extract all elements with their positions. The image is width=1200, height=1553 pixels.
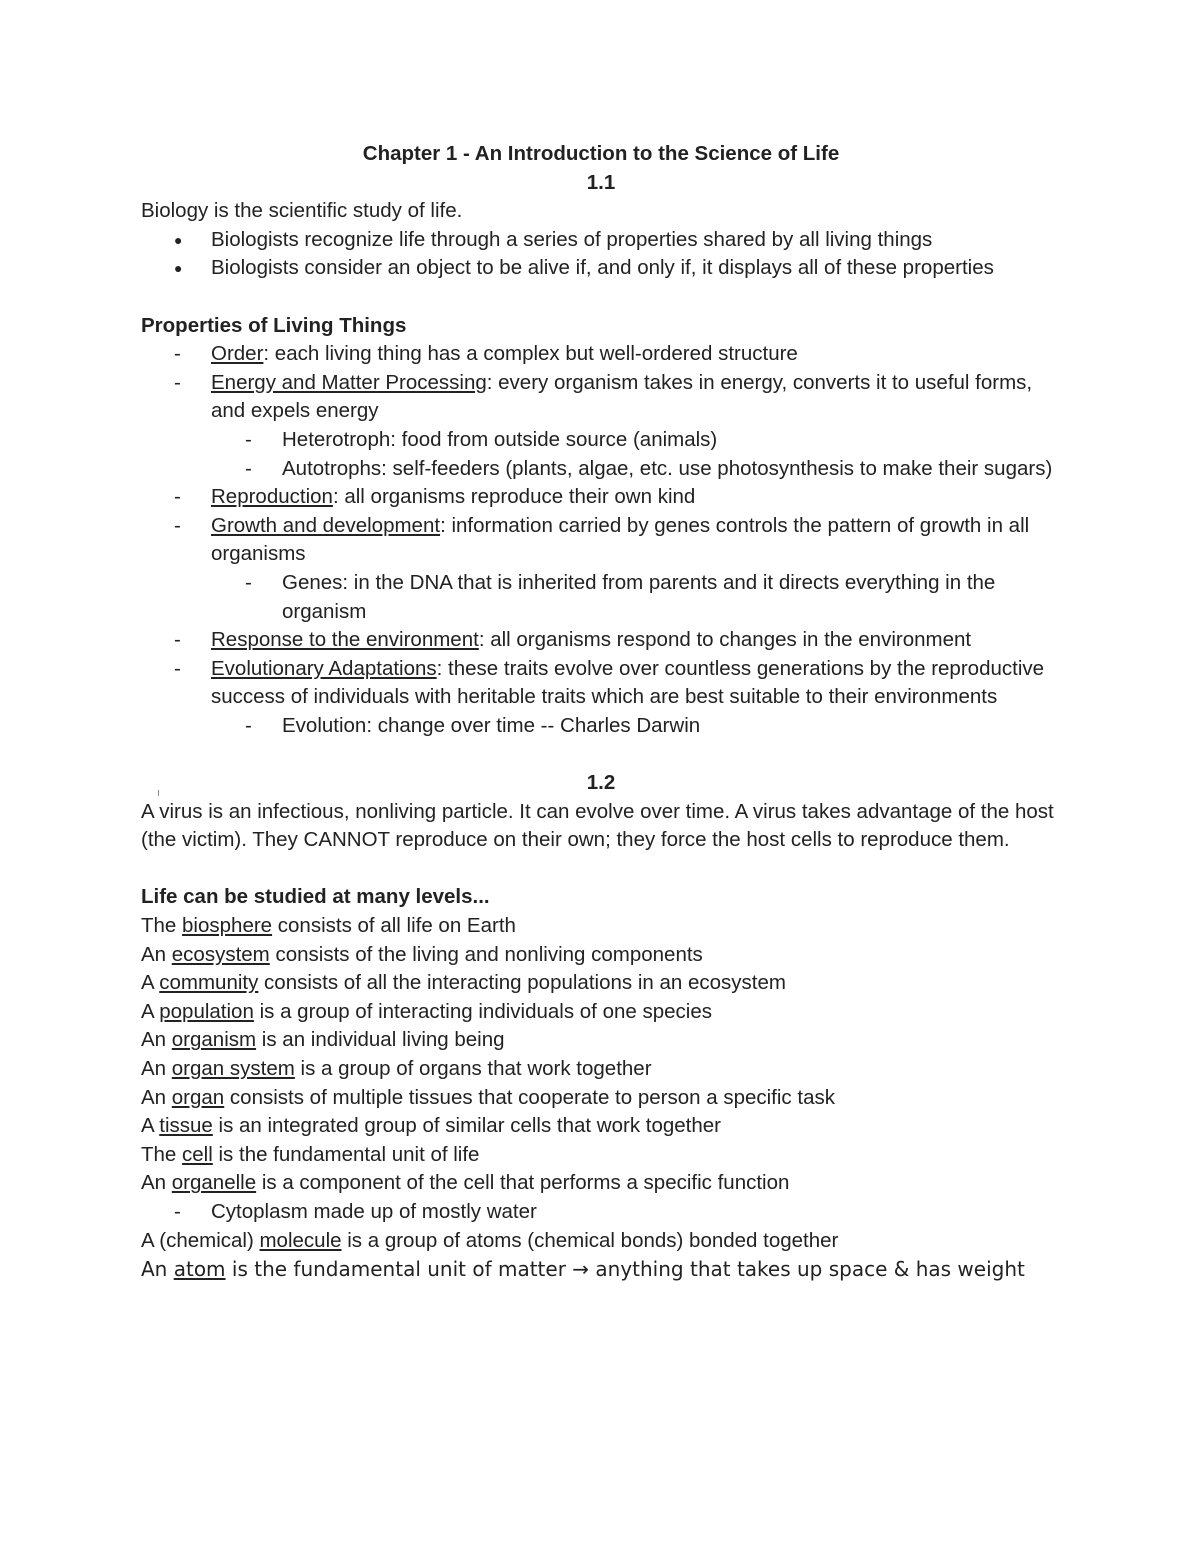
section-heading-1-1: 1.1 [586, 170, 616, 194]
term-biosphere: biosphere [182, 914, 273, 938]
term-organism: organism [171, 1028, 257, 1052]
dash-icon: - [174, 656, 181, 680]
dash-icon: - [174, 485, 181, 509]
bullet-icon: ● [174, 260, 183, 277]
level-item: An ecosystem consists of the living and nonliving components [141, 942, 703, 966]
property-response: - Response to the environment: all organisms respond to changes in the environment [141, 626, 1061, 655]
bullet-item [141, 254, 1061, 283]
bullet-text: Biologists recognize life through a series of properties shared by all living things [211, 227, 933, 251]
term-population: population [159, 999, 254, 1023]
level-item: The cell is the fundamental unit of life [141, 1142, 480, 1166]
dash-icon: - [245, 570, 252, 594]
sub-cytoplasm: - Cytoplasm made up of mostly water [141, 1198, 1061, 1227]
term-molecule: molecule [259, 1228, 342, 1252]
term-cell: cell [182, 1142, 213, 1166]
document-title: Chapter 1 - An Introduction to the Science of Life [362, 142, 840, 165]
term-organ: organ [171, 1085, 225, 1109]
bullet-text: Biologists consider an object to be alive if, and only if, it displays all of these properties [211, 256, 994, 280]
bullet-icon: ● [174, 231, 183, 248]
document-body [141, 140, 1061, 1284]
dash-icon: - [245, 456, 252, 480]
property-evolutionary: - Evolutionary Adaptations: these traits evolve over countless generations by the reproductive success of individuals with heritable traits which are best suitable to their environments [174, 656, 1045, 709]
term-evolutionary: Evolutionary Adaptations [211, 656, 437, 680]
dash-icon: - [245, 427, 252, 451]
dash-icon: - [245, 713, 252, 737]
term-organelle: organelle [171, 1171, 257, 1195]
dash-icon: - [174, 342, 181, 366]
level-item: A population is a group of interacting individuals of one species [141, 999, 712, 1023]
property-energy: - Energy and Matter Processing: every organism takes in energy, converts it to useful forms, and expels energy [174, 370, 1033, 423]
level-item: An organelle is a component of the cell that performs a specific function [141, 1171, 790, 1195]
term-growth: Growth and development [211, 513, 441, 537]
dash-icon: - [174, 628, 181, 652]
sub-heterotroph: - Heterotroph: food from outside source (animals) [141, 426, 1061, 455]
dash-icon: - [174, 370, 181, 394]
biology-definition: Biology is the scientific study of life. [141, 199, 463, 223]
level-item-atom: An atom is the fundamental unit of matter → anything that takes up space & has weight [141, 1257, 1025, 1282]
dash-icon: - [174, 513, 181, 537]
property-reproduction: - Reproduction: all organisms reproduce their own kind [141, 483, 1061, 512]
term-atom: atom [173, 1257, 226, 1282]
term-tissue: tissue [159, 1114, 213, 1138]
term-order: Order [211, 342, 264, 366]
dash-icon: - [174, 1199, 181, 1223]
term-organ-system: organ system [171, 1057, 295, 1080]
term-ecosystem: ecosystem [171, 942, 270, 966]
property-order: - Order: each living thing has a complex but well-ordered structure [141, 340, 1061, 369]
bullet-item [141, 226, 1061, 255]
sub-autotrophs: - Autotrophs: self-feeders (plants, algae, etc. use photosynthesis to make their sugars) [141, 455, 1061, 484]
sub-genes: - Genes: in the DNA that is inherited from parents and it directs everything in the organism [245, 570, 996, 623]
property-growth: - Growth and development: information carried by genes controls the pattern of growth in all organisms [174, 513, 1030, 566]
level-item: An organism is an individual living being [141, 1028, 505, 1052]
term-community: community [159, 971, 259, 995]
level-item: An organ system is a group of organs that work together [141, 1057, 652, 1080]
level-item: A (chemical) molecule is a group of atoms (chemical bonds) bonded together [141, 1228, 839, 1252]
term-response: Response to the environment [211, 628, 479, 652]
properties-heading: Properties of Living Things [141, 313, 407, 337]
level-item: A community consists of all the interacting populations in an ecosystem [141, 971, 786, 995]
term-reproduction: Reproduction [211, 485, 333, 509]
term-energy: Energy and Matter Processing [211, 370, 487, 394]
virus-paragraph: A virus is an infectious, nonliving particle. It can evolve over time. A virus takes advantage of the host (the victim). They CANNOT reproduce on their own; they force the host cells to reproduce them. [141, 799, 1054, 852]
levels-heading: Life can be studied at many levels... [141, 885, 490, 909]
level-item: A tissue is an integrated group of similar cells that work together [141, 1114, 722, 1138]
sub-evolution: - Evolution: change over time -- Charles Darwin [141, 712, 1061, 741]
level-item: An organ consists of multiple tissues that cooperate to person a specific task [141, 1085, 835, 1109]
level-item: The biosphere consists of all life on Earth [141, 914, 516, 938]
section-heading-1-2: 1.2 [586, 771, 616, 795]
